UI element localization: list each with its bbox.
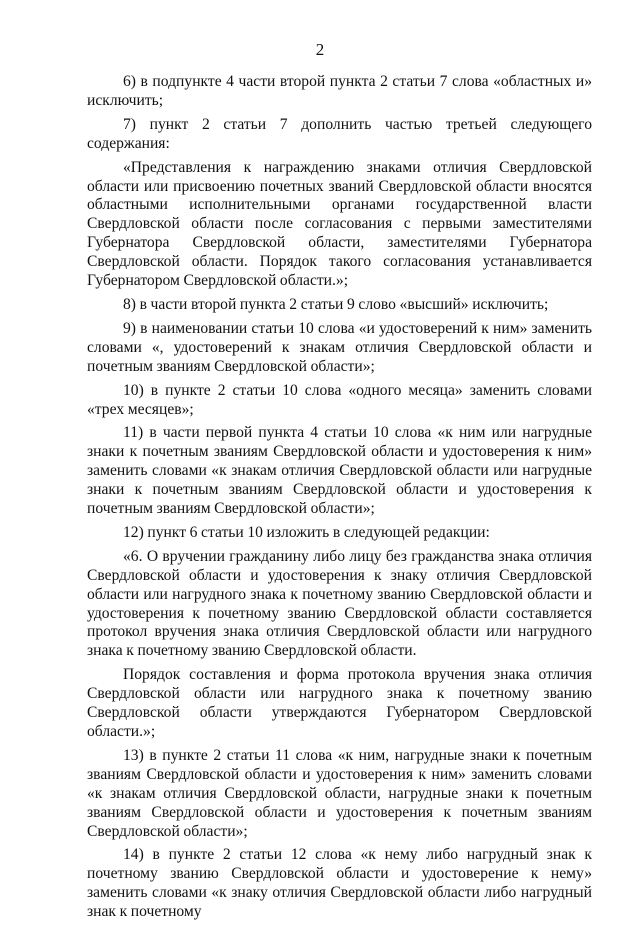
paragraph-12: 12) пункт 6 статьи 10 изложить в следующей редакции: bbox=[123, 523, 490, 541]
paragraph-12-quote-part-1: «6. О вручении гражданину либо лицу без гражданства знака отличия Свердловской области и удостоверения к знаку отличия Свердловской области или нагрудного знака к почетному званию Свердловской области и удостоверения к почетному званию Свердловской области составляется протокол вручения знака отличия Свердловской области или нагрудного знака к почетному званию Свердловской области. bbox=[87, 547, 592, 660]
paragraph-6: 6) в подпункте 4 части второй пункта 2 статьи 7 слова «областных и» исключить; bbox=[87, 73, 592, 109]
paragraph-11: 11) в части первой пункта 4 статьи 10 слова «к ним или нагрудные знаки к почетным званиям Свердловской области и удостоверения к ним» заменить словами «к знакам отличия Свердловской области или нагрудные знаки к почетным званиям Свердловской области и удостоверения к почетным званиям Свердловской области»; bbox=[87, 424, 592, 518]
paragraph-9: 9) в наименовании статьи 10 слова «и удостоверений к ним» заменить словами «, удостоверений к знакам отличия Свердловской области и почетным званиям Свердловской области»; bbox=[87, 319, 592, 375]
paragraph-7-quote: «Представления к награждению знаками отличия Свердловской области или присвоению почетных званий Свердловской области вносятся областными исполнительными органами государственной власти Свердловской области после согласования с первыми заместителями Губернатора Свердловской области, заместителями Губернатора Свердловской области. Порядок такого согласования устанавливается Губернатором Свердловской области.»; bbox=[87, 158, 592, 290]
paragraph-13: 13) в пункте 2 статьи 11 слова «к ним, нагрудные знаки к почетным званиям Свердловской области и удостоверения к ним» заменить словами «к знакам отличия Свердловской области, нагрудные знаки к почетным званиям Свердловской области и удостоверения к почетным званиям Свердловской области»; bbox=[87, 746, 592, 840]
paragraph-7: 7) пункт 2 статьи 7 дополнить частью третьей следующего содержания: bbox=[87, 115, 592, 152]
page-number: 2 bbox=[315, 40, 325, 59]
paragraph-10: 10) в пункте 2 статьи 10 слова «одного месяца» заменить словами «трех месяцев»; bbox=[87, 381, 592, 418]
document-body bbox=[87, 73, 592, 927]
paragraph-8: 8) в части второй пункта 2 статьи 9 слово «высший» исключить; bbox=[123, 295, 549, 313]
paragraph-12-quote-part-2: Порядок составления и форма протокола вручения знака отличия Свердловской области или нагрудного знака к почетному званию Свердловской области утверждаются Губернатором Свердловской области.»; bbox=[87, 666, 592, 740]
paragraph-14: 14) в пункте 2 статьи 12 слова «к нему либо нагрудный знак к почетному званию Свердловской области и удостоверение к нему» заменить словами «к знаку отличия Свердловской области либо нагрудный знак к почетному bbox=[87, 846, 592, 921]
